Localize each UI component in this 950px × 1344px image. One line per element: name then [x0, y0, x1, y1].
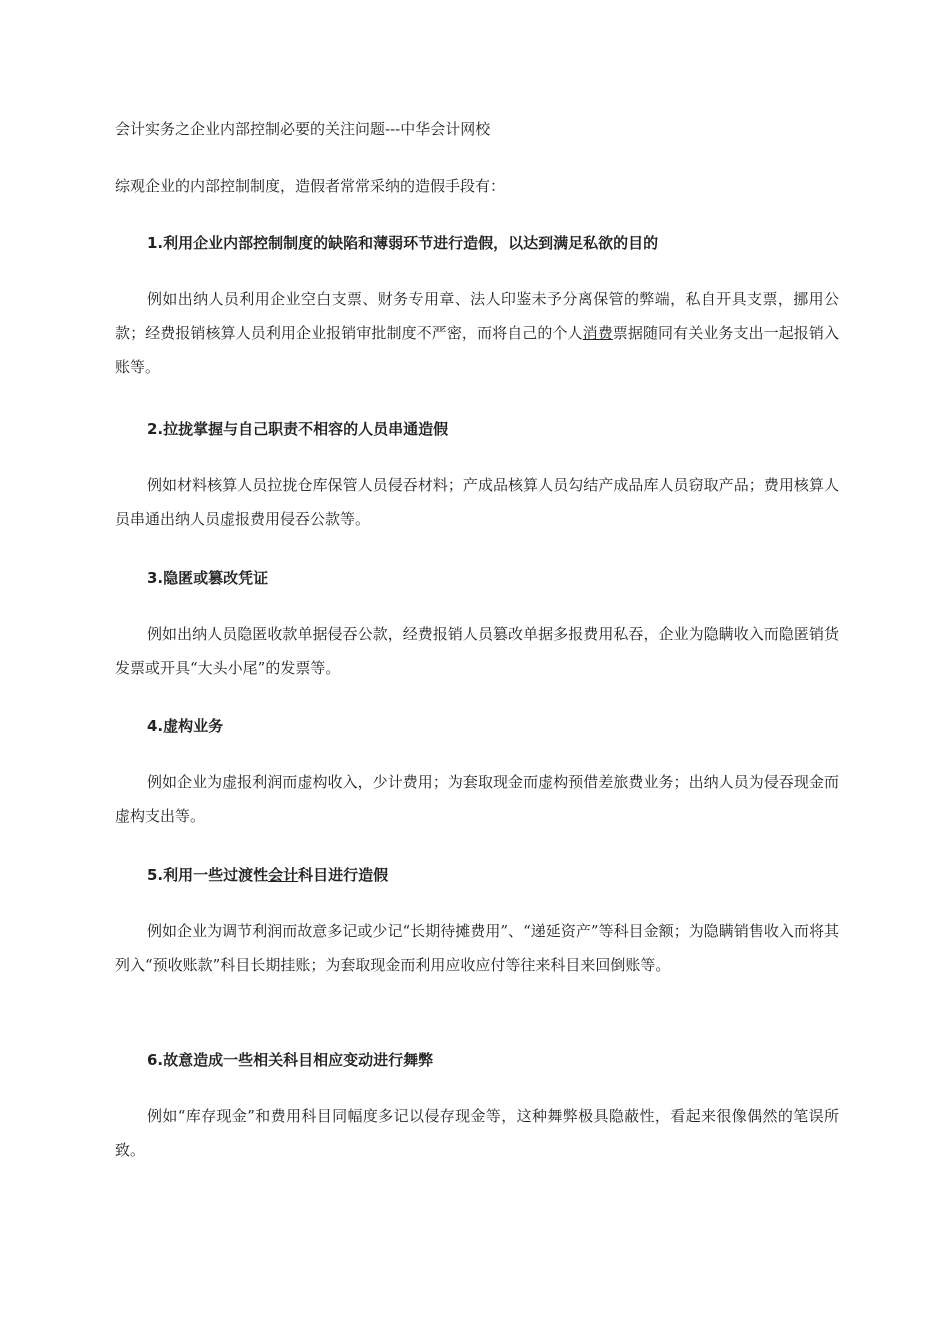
section-5-heading-text-end: 科目进行造假: [298, 866, 389, 884]
consumption-link[interactable]: 消费: [582, 324, 613, 342]
section-1-body-text-end: 票据随同有关业务支出一起报销入账等。: [115, 324, 839, 376]
section-1-body-text: 例如出纳人员利用企业空白支票、财务专用章、法人印鉴未予分离保管的弊端，私自开具支票，挪用公款；经费报销核算人员利用企业报销审批制度不严密，而将自己的个人: [115, 290, 839, 342]
section-1-body: [115, 282, 839, 384]
section-1-heading: 1.利用企业内部控制制度的缺陷和薄弱环节进行造假，以达到满足私欲的目的: [147, 234, 659, 252]
section-3-body: 例如出纳人员隐匿收款单据侵吞公款，经费报销人员篡改单据多报费用私吞，企业为隐瞒收入而隐匿销货发票或开具“大头小尾”的发票等。: [115, 625, 839, 677]
section-5-body: 例如企业为调节利润而故意多记或少记“长期待摊费用”、“递延资产”等科目金额；为隐瞒销售收入而将其列入“预收账款”科目长期挂账；为套取现金而利用应收应付等往来科目来回倒账等。: [115, 922, 839, 974]
accounting-link[interactable]: 会计: [268, 866, 299, 884]
section-2-heading: 2.拉拢掌握与自己职责不相容的人员串通造假: [147, 420, 449, 438]
section-4-body: 例如企业为虚报利润而虚构收入，少计费用；为套取现金而虚构预借差旅费业务；出纳人员为侵吞现金而虚构支出等。: [115, 773, 839, 825]
section-2-body: 例如材料核算人员拉拢仓库保管人员侵吞材料；产成品核算人员勾结产成品库人员窃取产品；费用核算人员串通出纳人员虚报费用侵吞公款等。: [115, 476, 839, 528]
section-5-heading: [147, 864, 388, 886]
section-6-body: 例如“库存现金”和费用科目同幅度多记以侵存现金等，这种舞弊极具隐蔽性，看起来很像偶然的笔误所致。: [115, 1107, 839, 1159]
section-6-heading: 6.故意造成一些相关科目相应变动进行舞弊: [147, 1051, 434, 1069]
intro-paragraph: 综观企业的内部控制制度，造假者常常采纳的造假手段有：: [115, 177, 506, 195]
document-title: 会计实务之企业内部控制必要的关注问题---中华会计网校: [115, 120, 491, 138]
section-3-heading: 3.隐匿或篡改凭证: [147, 569, 269, 587]
section-4-heading: 4.虚构业务: [147, 717, 224, 735]
section-5-heading-text: 5.利用一些过渡性: [147, 866, 269, 884]
